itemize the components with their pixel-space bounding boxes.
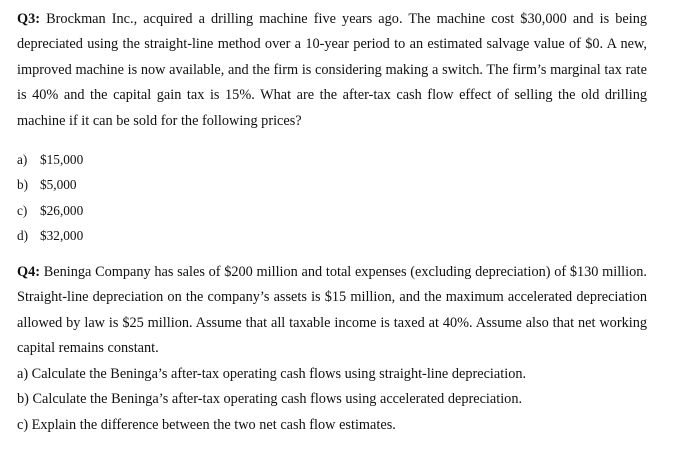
- option-letter: b): [17, 177, 29, 193]
- question-4-paragraph: [17, 260, 647, 362]
- option-value: $32,000: [40, 228, 84, 244]
- option-letter: d): [17, 228, 29, 244]
- option-value: $26,000: [40, 202, 84, 218]
- option-d: [17, 223, 83, 248]
- option-letter: c): [17, 202, 28, 218]
- option-b: [17, 172, 83, 197]
- question-3-text: Brockman Inc., acquired a drilling machine five years ago. The machine cost $30,000 and is being depreciated using the straight-line method over a 10-year period to an estimated salvage value of $0. A new, improved machine is now available, and the firm is considering making a switch. The firm’s marginal tax rate is 40% and the capital gain tax is 15%. What are the after-tax cash flow effect of selling the old drilling machine if it can be sold for the following prices?: [17, 11, 647, 129]
- option-a: [17, 147, 83, 172]
- question-3-paragraph: [17, 7, 647, 134]
- question-4-text: Beninga Company has sales of $200 million and total expenses (excluding depreciation) of $130 million. Straight-line depreciation on the company’s assets is $15 million, and the maximum accelerated depreciation allowed by law is $25 million. Assume that all taxable income is taxed at 40%. Assume also that net working capital remains constant.: [17, 264, 647, 357]
- option-c: [17, 198, 83, 223]
- question-3-label: Q3:: [17, 11, 41, 27]
- question-3-options: [17, 147, 83, 249]
- part-b: b) Calculate the Beninga’s after-tax operating cash flows using accelerated depreciation.: [17, 391, 523, 408]
- option-value: $5,000: [40, 177, 77, 193]
- question-4-parts: [17, 362, 526, 438]
- option-value: $15,000: [40, 152, 84, 167]
- question-4-label: Q4:: [17, 264, 41, 280]
- part-c: c) Explain the difference between the two net cash flow estimates.: [17, 416, 396, 433]
- part-a: a) Calculate the Beninga’s after-tax operating cash flows using straight-line depreciation.: [17, 366, 527, 382]
- option-letter: a): [17, 152, 28, 167]
